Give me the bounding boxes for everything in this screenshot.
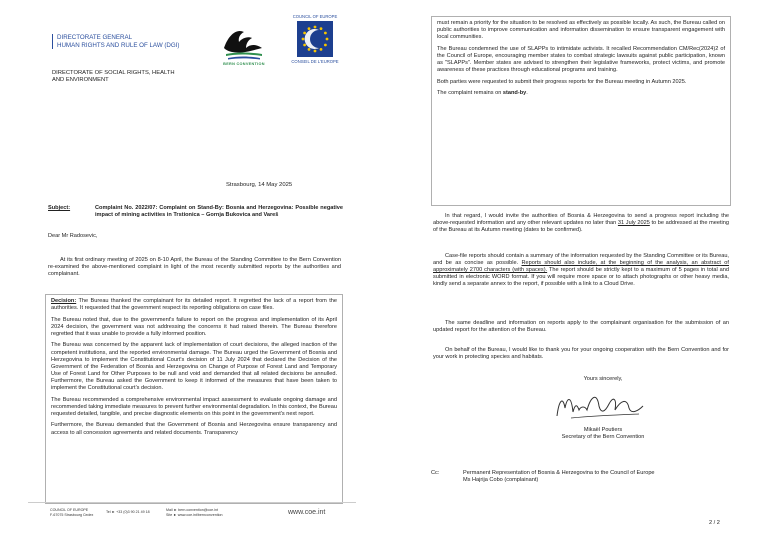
footer-website[interactable]: www.coe.int: [288, 509, 326, 516]
footer-phone: Tel ► +33 (0)3 90 21 49 18: [106, 510, 150, 514]
decision-paragraph-3: The Bureau was concerned by the apparent lack of implementation of court decisions, the alleged inaction of the competent institutions, and the reported environmental damage. The Bureau urged the Government of Bosnia and Herzegovina to implement the Constitutional Court's decision of 11 July 2024 that declared the Decision of the Government of the Federation of Bosnia and Herzegovina on Change of Purpose of Forest Land and Temporary Use of Forest Land for Other Purposes to be null and void and demanded that all related decisions be annulled. Furthermore, the Bureau asked the Government to keep it informed of the measures that have been taken to implement the Constitutional court's decision.: [51, 342, 337, 392]
footer-divider: [28, 502, 356, 503]
report-requirements-paragraph: [433, 253, 729, 288]
abstract-requirement: Reports should also include, at the beginning of the analysis, an abstract of approximately 2700 characters (with spaces).: [433, 260, 729, 274]
box-paragraph-3: Both parties were requested to submit their progress reports for the Bureau meeting in Autumn 2025.: [437, 78, 687, 85]
handwritten-signature: [551, 386, 655, 426]
signer-title: Secretary of the Bern Convention: [561, 434, 645, 441]
directorate-name: [52, 70, 202, 85]
signature-icon: [551, 386, 655, 426]
bern-convention-logo: [218, 18, 270, 68]
decision-paragraph-5: Furthermore, the Bureau demanded that the Government of Bosnia and Herzegovina ensure transparency and access to all concession agreements and related documents. Transparency: [51, 422, 337, 436]
directorate-line-2: AND ENVIRONMENT: [52, 77, 109, 84]
signer-name: Mikaël Poutiers: [583, 427, 623, 433]
page-number: 2 / 2: [709, 520, 720, 526]
deadline-date: 31 July 2025: [617, 220, 650, 227]
thanks-paragraph: On behalf of the Bureau, I would like to thank you for your ongoing cooperation with the Bern Convention and for your work in protecting species and habitats.: [433, 347, 729, 361]
footer-mail[interactable]: Mail ► bern.convention@coe.int: [166, 508, 218, 512]
decision-box-continued: [431, 16, 731, 206]
directorate-general-heading: [52, 34, 222, 49]
decision-box: [45, 294, 343, 504]
letter-date: Strasbourg, 14 May 2025: [226, 182, 293, 188]
salutation: Dear Mr Radosevic,: [48, 233, 98, 239]
box-paragraph-2: The Bureau condemned the use of SLAPPs to intimidate activists. It recalled Recommendation CM/Rec(2024)2 of the Council of Europe, encouraging member states to combat strategic lawsuits against public participation, known as "SLAPPs". Member states are advised to strengthen their legislative frameworks, protect victims, and promote awareness of these practices through educational programs and training.: [437, 45, 725, 74]
cc-label: Cc:: [431, 470, 440, 476]
decision-paragraph-1: [51, 298, 337, 312]
closing: Yours sincerely,: [583, 376, 623, 382]
footer-address: [50, 508, 93, 517]
para2-pre: Case-file reports should contain a summary of the information requested by the Standing Committee or its Bureau, and be as concise as possible.: [433, 253, 729, 267]
decision-paragraph-2: The Bureau noted that, due to the government's failure to report on the progress and implementation of its April 2024 decision, the government was not addressing the concerns it had raised therein. The Bureau therefore regretted that it was unable to provide a fully informed position.: [51, 316, 337, 337]
decision-text-1: The Bureau thanked the complainant for its detailed report. It regretted the lack of a report from the authorities. It requested that the government respect its reporting obligations on case files.: [51, 298, 338, 312]
footer-org: COUNCIL OF EUROPE: [50, 508, 89, 512]
para1-pre: In that regard, I would invite the authorities of Bosnia & Herzegovina to send a progress report including the above-requested information and any other relevant updates no later than: [433, 213, 729, 227]
complainant-deadline-paragraph: The same deadline and information on reports apply to the complainant organisation for the submission of an updated report for the attention of the Bureau.: [433, 320, 729, 334]
council-of-europe-logo: [284, 14, 346, 68]
cc-recipient-2: Ms Hajrija Cobo (complainant): [463, 477, 539, 484]
footer-postcode: F-67075 Strasbourg Cedex: [50, 512, 94, 517]
standby-status: stand-by: [502, 90, 527, 97]
box-paragraph-4: [437, 90, 725, 97]
bern-logo-text: BERN CONVENTION: [223, 62, 265, 66]
para2-post: The report should be strictly kept to a maximum of 5 pages in total and submitted in electronic WORD format. If you will require more space or to attach photographs or other heavy media, kindly send a separate annex to the report, if possible with a link to a Cloud Drive.: [433, 267, 729, 288]
para1-post: to be addressed at the meeting of the Bureau at its Autumn meeting (dates to be confirmed).: [433, 220, 729, 234]
footer-contact: [166, 508, 223, 517]
coe-logo-top-text: COUNCIL OF EUROPE: [292, 14, 338, 19]
footer-site[interactable]: Site ► www.coe.int/bernconvention: [166, 512, 223, 517]
letter-page-2: [381, 0, 762, 543]
dg-line-1: DIRECTORATE GENERAL: [57, 34, 133, 41]
cc-recipients: [463, 470, 743, 484]
subject-label-text: Subject:: [48, 205, 71, 211]
eu-stars-emblem-icon: [297, 21, 333, 57]
subject-label: [48, 205, 88, 212]
box-p4-post: .: [526, 90, 528, 97]
cc-recipient-1: Permanent Representation of Bosnia & Herzegovina to the Council of Europe: [463, 470, 655, 476]
signer-block: [553, 427, 653, 441]
coe-logo-bottom-text: CONSEIL DE L'EUROPE: [291, 59, 339, 64]
bern-convention-emblem-icon: [218, 18, 270, 68]
decision-paragraph-4: The Bureau recommended a comprehensive environmental impact assessment to evaluate ongoing damage and recommended taking immediate measures to prevent further environmental degradation. In this context, the Bureau requested detailed, tangible, and precise diagnostic elements on this point in the government's next report.: [51, 396, 337, 417]
intro-paragraph: At its first ordinary meeting of 2025 on 8-10 April, the Bureau of the Standing Committee to the Bern Convention re-examined the above-mentioned complaint in light of the most recently submitted reports by the authorities and complainant.: [48, 257, 341, 278]
decision-label: Decision:: [51, 298, 77, 304]
progress-report-paragraph: [433, 213, 729, 234]
dg-line-2: HUMAN RIGHTS AND RULE OF LAW (DGI): [57, 41, 180, 49]
box-paragraph-1: must remain a priority for the situation to be resolved as effectively as possible locally. As such, the Bureau called on public authorities to improve communication and information dissemination to ensure transparent engagement with local communities.: [437, 20, 725, 41]
directorate-line-1: DIRECTORATE OF SOCIAL RIGHTS, HEALTH: [52, 70, 175, 76]
box-p4-pre: The complaint remains on: [437, 90, 503, 97]
subject-line: Complaint No. 2022/07: Complaint on Stand-By: Bosnia and Herzegovina: Possible negative impact of mining activities in Trstionica – Gornja Bukovica and Vareš: [95, 205, 343, 219]
